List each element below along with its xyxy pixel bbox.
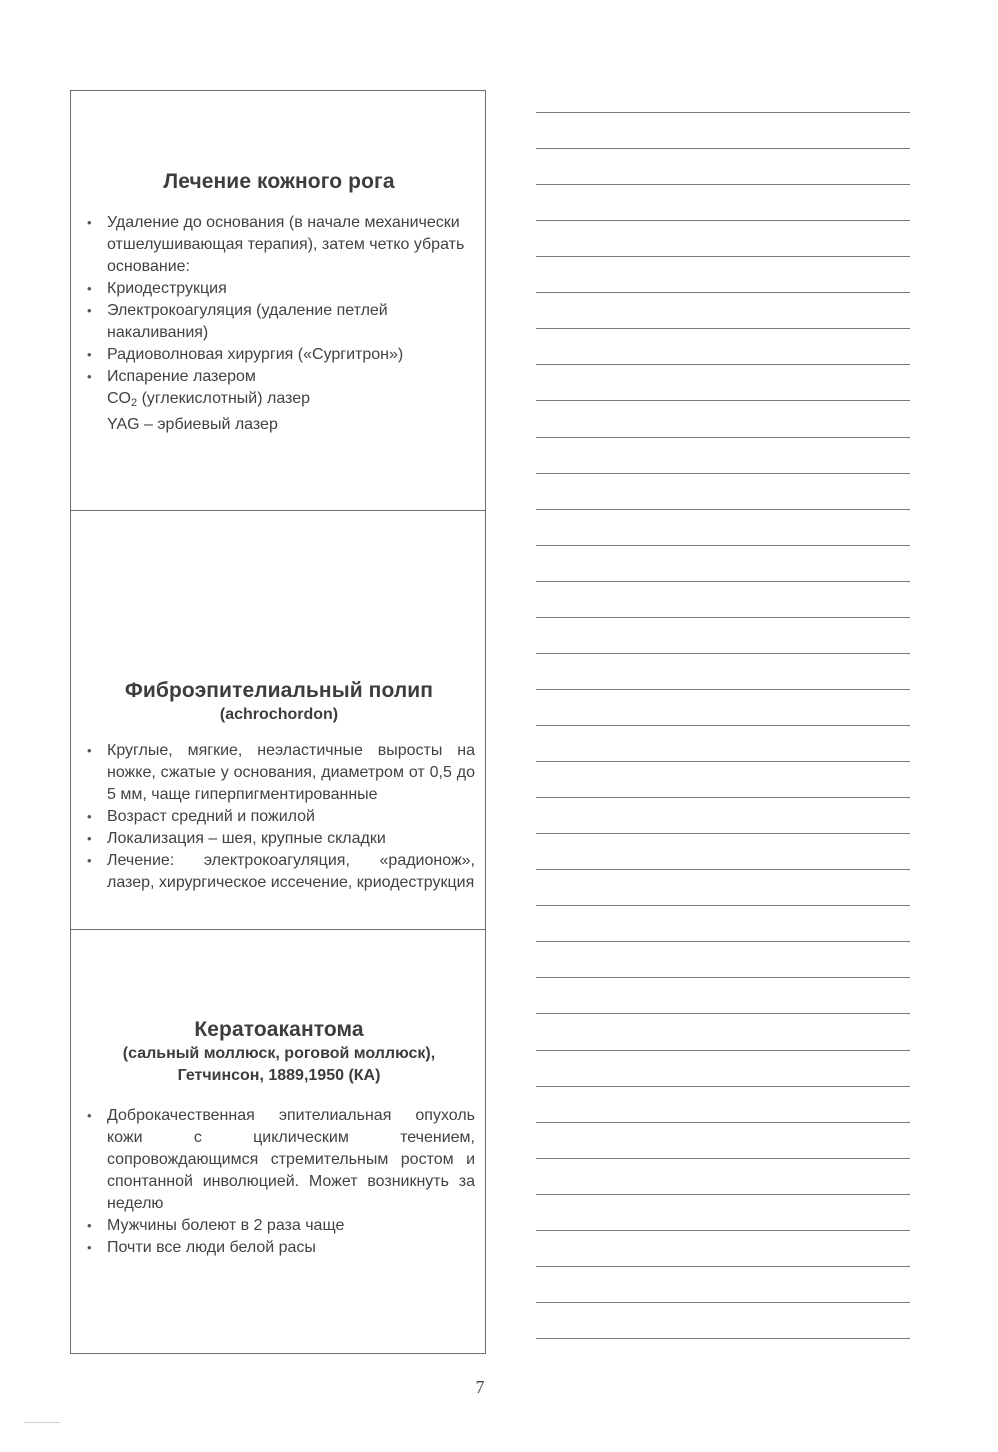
slide-title: Фиброэпителиальный полип: [124, 679, 434, 702]
list-item: • Электрокоагуляция (удаление петлей накаливания): [83, 300, 475, 344]
ruled-line: [536, 473, 910, 474]
slide-subtitle: (achrochordon): [219, 706, 339, 723]
bullet-list: [83, 212, 475, 436]
list-item: • Удаление до основания (в начале механически отшелушивающая терапия), затем четко убрать основание:: [83, 212, 475, 278]
ruled-line: [536, 328, 910, 329]
co2-prefix: CO: [107, 390, 131, 407]
ruled-line: [536, 725, 910, 726]
ruled-line: [536, 437, 910, 438]
co2-rest: (углекислотный) лазер: [137, 390, 310, 407]
ruled-line: [536, 977, 910, 978]
bullet-list: [83, 1105, 475, 1259]
ruled-line: [536, 1230, 910, 1231]
laser-intro: Испарение лазером: [107, 368, 256, 385]
ruled-line: [536, 617, 910, 618]
ruled-line: [536, 545, 910, 546]
co2-subscript: 2: [131, 397, 138, 409]
ruled-line: [536, 292, 910, 293]
list-item: • Возраст средний и пожилой: [83, 806, 475, 828]
ruled-line: [536, 148, 910, 149]
slide-subtitle-line: Гетчинсон, 1889,1950 (КА): [177, 1067, 381, 1084]
ruled-line: [536, 653, 910, 654]
slide-skin-horn-treatment: [71, 91, 485, 510]
ruled-line: [536, 1122, 910, 1123]
slide-title: Кератоакантома: [194, 1018, 364, 1041]
list-item: • Почти все люди белой расы: [83, 1237, 475, 1259]
ruled-line: [536, 689, 910, 690]
ruled-line: [536, 833, 910, 834]
list-item: • Мужчины болеют в 2 раза чаще: [83, 1215, 475, 1237]
slide-keratoacanthoma: [71, 929, 485, 1355]
ruled-line: [536, 1266, 910, 1267]
list-item: • Локализация – шея, крупные складки: [83, 828, 475, 850]
page-number: 7: [475, 1377, 485, 1397]
slides-column: [70, 90, 486, 1354]
slide-subtitle-line: (сальный моллюск, роговой моллюск),: [122, 1045, 436, 1062]
ruled-line: [536, 905, 910, 906]
yag-laser-line: YAG – эрбиевый лазер: [107, 416, 278, 433]
co2-laser-line: [107, 388, 475, 414]
ruled-line: [536, 184, 910, 185]
ruled-line: [536, 509, 910, 510]
ruled-line: [536, 581, 910, 582]
slide-fibroepithelial-polyp: [71, 510, 485, 929]
ruled-line: [536, 1338, 910, 1339]
list-item-laser: [83, 366, 475, 436]
list-item: • Лечение: электрокоагуляция, «радионож», лазер, хирургическое иссечение, криодеструкция: [83, 850, 475, 894]
ruled-line: [536, 797, 910, 798]
ruled-line: [536, 112, 910, 113]
ruled-line: [536, 1013, 910, 1014]
bullet-list: [83, 740, 475, 894]
notes-ruled-lines: [536, 0, 910, 1400]
ruled-line: [536, 1194, 910, 1195]
ruled-line: [536, 1302, 910, 1303]
ruled-line: [536, 941, 910, 942]
scan-mark: [24, 1422, 60, 1423]
ruled-line: [536, 1050, 910, 1051]
ruled-line: [536, 869, 910, 870]
slide-title: Лечение кожного рога: [163, 170, 395, 193]
ruled-line: [536, 400, 910, 401]
ruled-line: [536, 1158, 910, 1159]
ruled-line: [536, 220, 910, 221]
list-item: • Доброкачественная эпителиальная опухоль кожи с циклическим течением, сопровождающимся стремительным ростом и спонтанной инволюцией. Может возникнуть за неделю: [83, 1105, 475, 1215]
ruled-line: [536, 1086, 910, 1087]
list-item: • Круглые, мягкие, неэластичные выросты на ножке, сжатые у основания, диаметром от 0,5 до 5 мм, чаще гиперпигментированные: [83, 740, 475, 806]
ruled-line: [536, 761, 910, 762]
list-item: • Радиоволновая хирургия («Сургитрон»): [83, 344, 475, 366]
ruled-line: [536, 364, 910, 365]
list-item: • Криодеструкция: [83, 278, 475, 300]
ruled-line: [536, 256, 910, 257]
